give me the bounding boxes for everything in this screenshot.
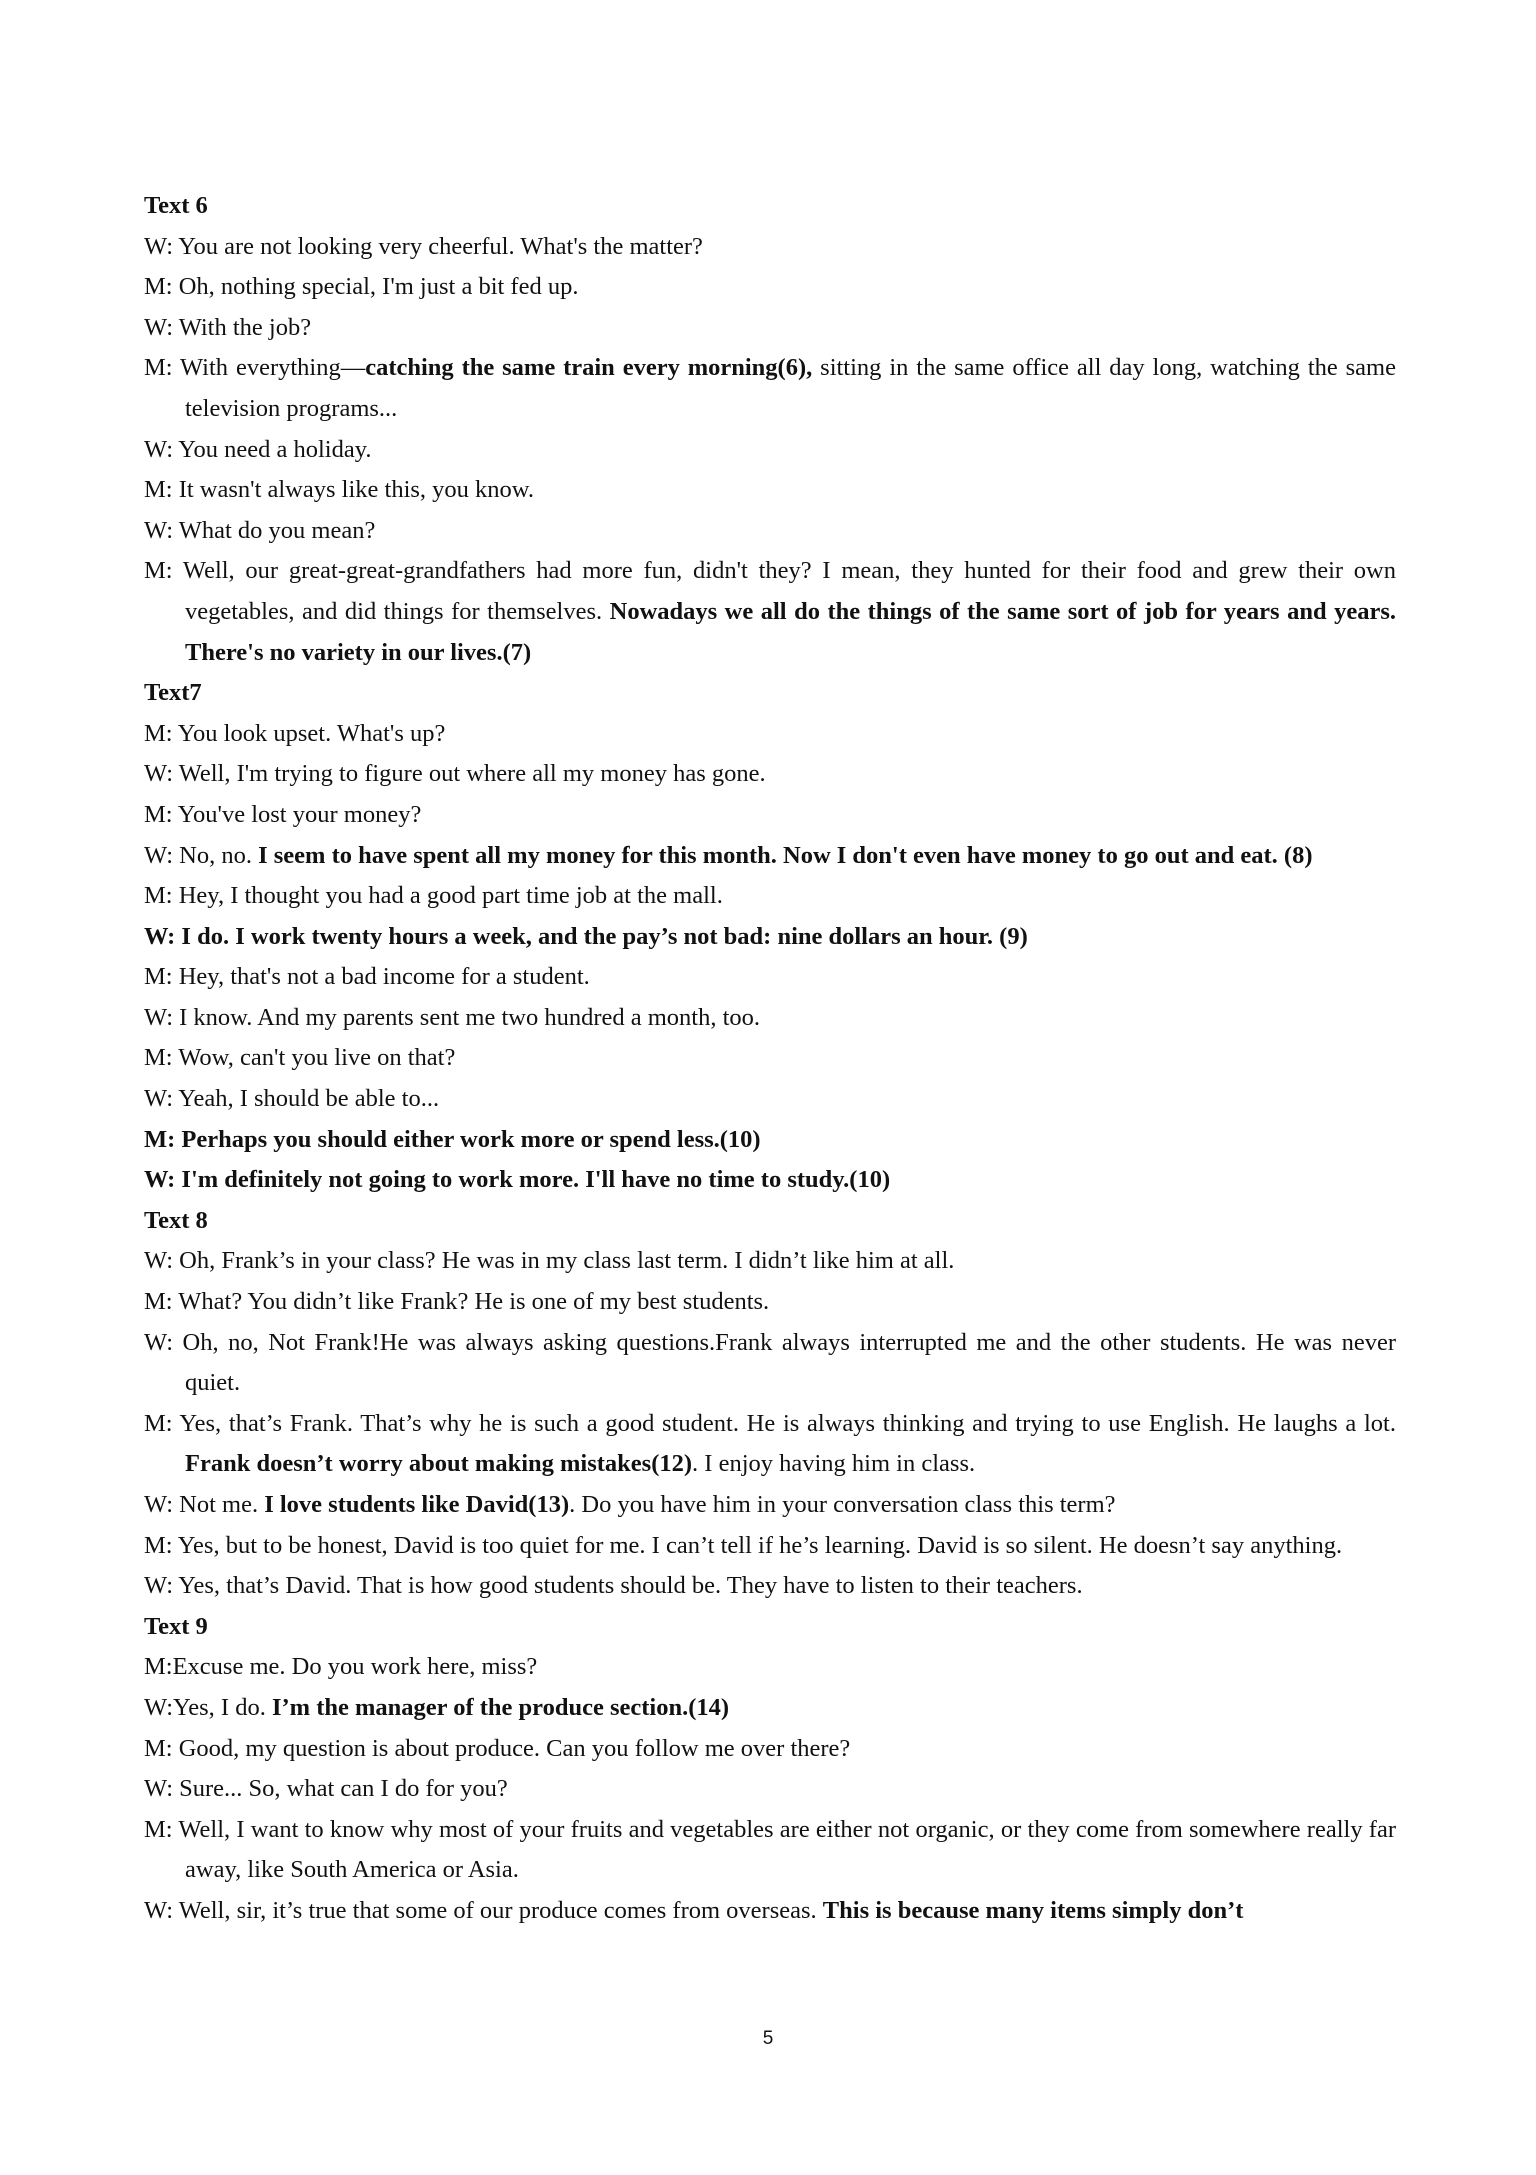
document-body bbox=[144, 186, 1396, 1932]
text-segment: W: No, no. bbox=[144, 841, 259, 869]
text-segment: W: What do you mean? bbox=[144, 516, 376, 544]
text-segment: M: Well, our great-great-grandfathers had more fun, didn't they? I mean, they hunted for their food and grew their own vegetables, and did things for themselves. bbox=[144, 557, 1396, 625]
text-segment: M: Good, my question is about produce. Can you follow me over there? bbox=[144, 1734, 851, 1762]
text-segment: . I enjoy having him in class. bbox=[692, 1450, 976, 1478]
dialogue-line bbox=[144, 1282, 1396, 1323]
dialogue-line bbox=[144, 1079, 1396, 1120]
dialogue-line bbox=[144, 1566, 1396, 1607]
dialogue-line bbox=[144, 1891, 1396, 1932]
text-segment: W: You are not looking very cheerful. What's the matter? bbox=[144, 232, 703, 260]
text-segment: W: Sure... So, what can I do for you? bbox=[144, 1775, 508, 1803]
text-segment: W: You need a holiday. bbox=[144, 435, 372, 463]
bold-text: M: Perhaps you should either work more or spend less.(10) bbox=[144, 1125, 761, 1153]
text-segment: M: You look upset. What's up? bbox=[144, 719, 446, 747]
text-segment: M: Yes, but to be honest, David is too quiet for me. I can’t tell if he’s learning. David is so silent. He doesn’t say anything. bbox=[144, 1531, 1343, 1559]
dialogue-line bbox=[144, 1323, 1396, 1404]
text-segment: M: Hey, that's not a bad income for a student. bbox=[144, 963, 590, 991]
dialogue-line bbox=[144, 917, 1396, 958]
text-segment: W: Yeah, I should be able to... bbox=[144, 1085, 440, 1113]
dialogue-line bbox=[144, 754, 1396, 795]
page-number: 5 bbox=[762, 2028, 774, 2049]
dialogue-line bbox=[144, 470, 1396, 511]
dialogue-line bbox=[144, 1810, 1396, 1891]
dialogue-line bbox=[144, 1647, 1396, 1688]
text-segment: M: With everything— bbox=[144, 354, 366, 382]
bold-text: Frank doesn’t worry about making mistakes(12) bbox=[185, 1450, 693, 1478]
dialogue-line bbox=[144, 1729, 1396, 1770]
section-heading: Text 6 bbox=[144, 192, 208, 219]
section-heading: Text 9 bbox=[144, 1612, 208, 1640]
section-heading: Text 8 bbox=[144, 1206, 208, 1234]
bold-text: catching the same train every morning(6), bbox=[365, 354, 813, 382]
bold-text: Nowadays we all do the things of the same sort of job for years and years. There's no variety in our lives.(7) bbox=[185, 597, 1396, 666]
dialogue-line bbox=[144, 430, 1396, 471]
dialogue-line bbox=[144, 1526, 1396, 1567]
text-segment: M: Wow, can't you live on that? bbox=[144, 1044, 456, 1072]
dialogue-line bbox=[144, 1769, 1396, 1810]
text-segment: . Do you have him in your conversation class this term? bbox=[569, 1491, 1116, 1518]
text-segment: M: Yes, that’s Frank. That’s why he is such a good student. He is always thinking and trying to use English. He laughs a lot. bbox=[144, 1409, 1396, 1437]
section-heading: Text7 bbox=[144, 679, 202, 707]
dialogue-line bbox=[144, 348, 1396, 429]
text-segment: M: Oh, nothing special, I'm just a bit fed up. bbox=[144, 273, 579, 301]
dialogue-line bbox=[144, 227, 1396, 268]
text-segment: W: Well, I'm trying to figure out where all my money has gone. bbox=[144, 760, 766, 788]
text-segment: W: Not me. bbox=[144, 1491, 265, 1518]
text-segment: M: What? You didn’t like Frank? He is one of my best students. bbox=[144, 1288, 770, 1316]
dialogue-line bbox=[144, 1688, 1396, 1729]
dialogue-line bbox=[144, 308, 1396, 349]
text-segment: W: Yes, that’s David. That is how good students should be. They have to listen to their teachers. bbox=[144, 1572, 1083, 1600]
bold-text: W: I do. I work twenty hours a week, and the pay’s not bad: nine dollars an hour. (9) bbox=[144, 922, 1028, 950]
dialogue-line bbox=[144, 1120, 1396, 1161]
text-segment: M: Well, I want to know why most of your fruits and vegetables are either not organic, or they come from somewhere really far away, like South America or Asia. bbox=[144, 1815, 1396, 1884]
dialogue-line bbox=[144, 957, 1396, 998]
text-segment: W: I know. And my parents sent me two hundred a month, too. bbox=[144, 1003, 761, 1031]
dialogue-line bbox=[144, 511, 1396, 552]
dialogue-line bbox=[144, 1485, 1396, 1526]
text-segment: W:Yes, I do. bbox=[144, 1693, 272, 1721]
dialogue-line bbox=[144, 714, 1396, 755]
bold-text: This is because many items simply don’t bbox=[822, 1896, 1244, 1924]
dialogue-line bbox=[144, 1241, 1396, 1282]
bold-text: I’m the manager of the produce section.(14) bbox=[271, 1693, 730, 1721]
dialogue-line bbox=[144, 836, 1396, 877]
dialogue-line bbox=[144, 551, 1396, 673]
text-segment: sitting in the same office all day long, watching the same television programs... bbox=[185, 354, 1396, 422]
dialogue-line bbox=[144, 267, 1396, 308]
text-segment: W: Oh, no, Not Frank!He was always asking questions.Frank always interrupted me and the other students. He was never quiet. bbox=[144, 1328, 1396, 1397]
dialogue-line bbox=[144, 998, 1396, 1039]
text-segment: M:Excuse me. Do you work here, miss? bbox=[144, 1653, 538, 1681]
dialogue-line bbox=[144, 876, 1396, 917]
bold-text: I seem to have spent all my money for this month. Now I don't even have money to go out and eat. (8) bbox=[258, 841, 1313, 869]
text-segment: W: Oh, Frank’s in your class? He was in my class last term. I didn’t like him at all. bbox=[144, 1247, 955, 1275]
bold-text: I love students like David(13) bbox=[264, 1491, 570, 1518]
text-segment: M: You've lost your money? bbox=[144, 800, 422, 828]
dialogue-line bbox=[144, 1404, 1396, 1485]
dialogue-line bbox=[144, 1038, 1396, 1079]
dialogue-line bbox=[144, 795, 1396, 836]
text-segment: W: Well, sir, it’s true that some of our produce comes from overseas. bbox=[144, 1896, 823, 1924]
bold-text: W: I'm definitely not going to work more. I'll have no time to study.(10) bbox=[144, 1166, 891, 1194]
text-segment: M: It wasn't always like this, you know. bbox=[144, 476, 535, 504]
dialogue-line bbox=[144, 1160, 1396, 1201]
text-segment: W: With the job? bbox=[144, 313, 312, 341]
text-segment: M: Hey, I thought you had a good part time job at the mall. bbox=[144, 882, 723, 910]
